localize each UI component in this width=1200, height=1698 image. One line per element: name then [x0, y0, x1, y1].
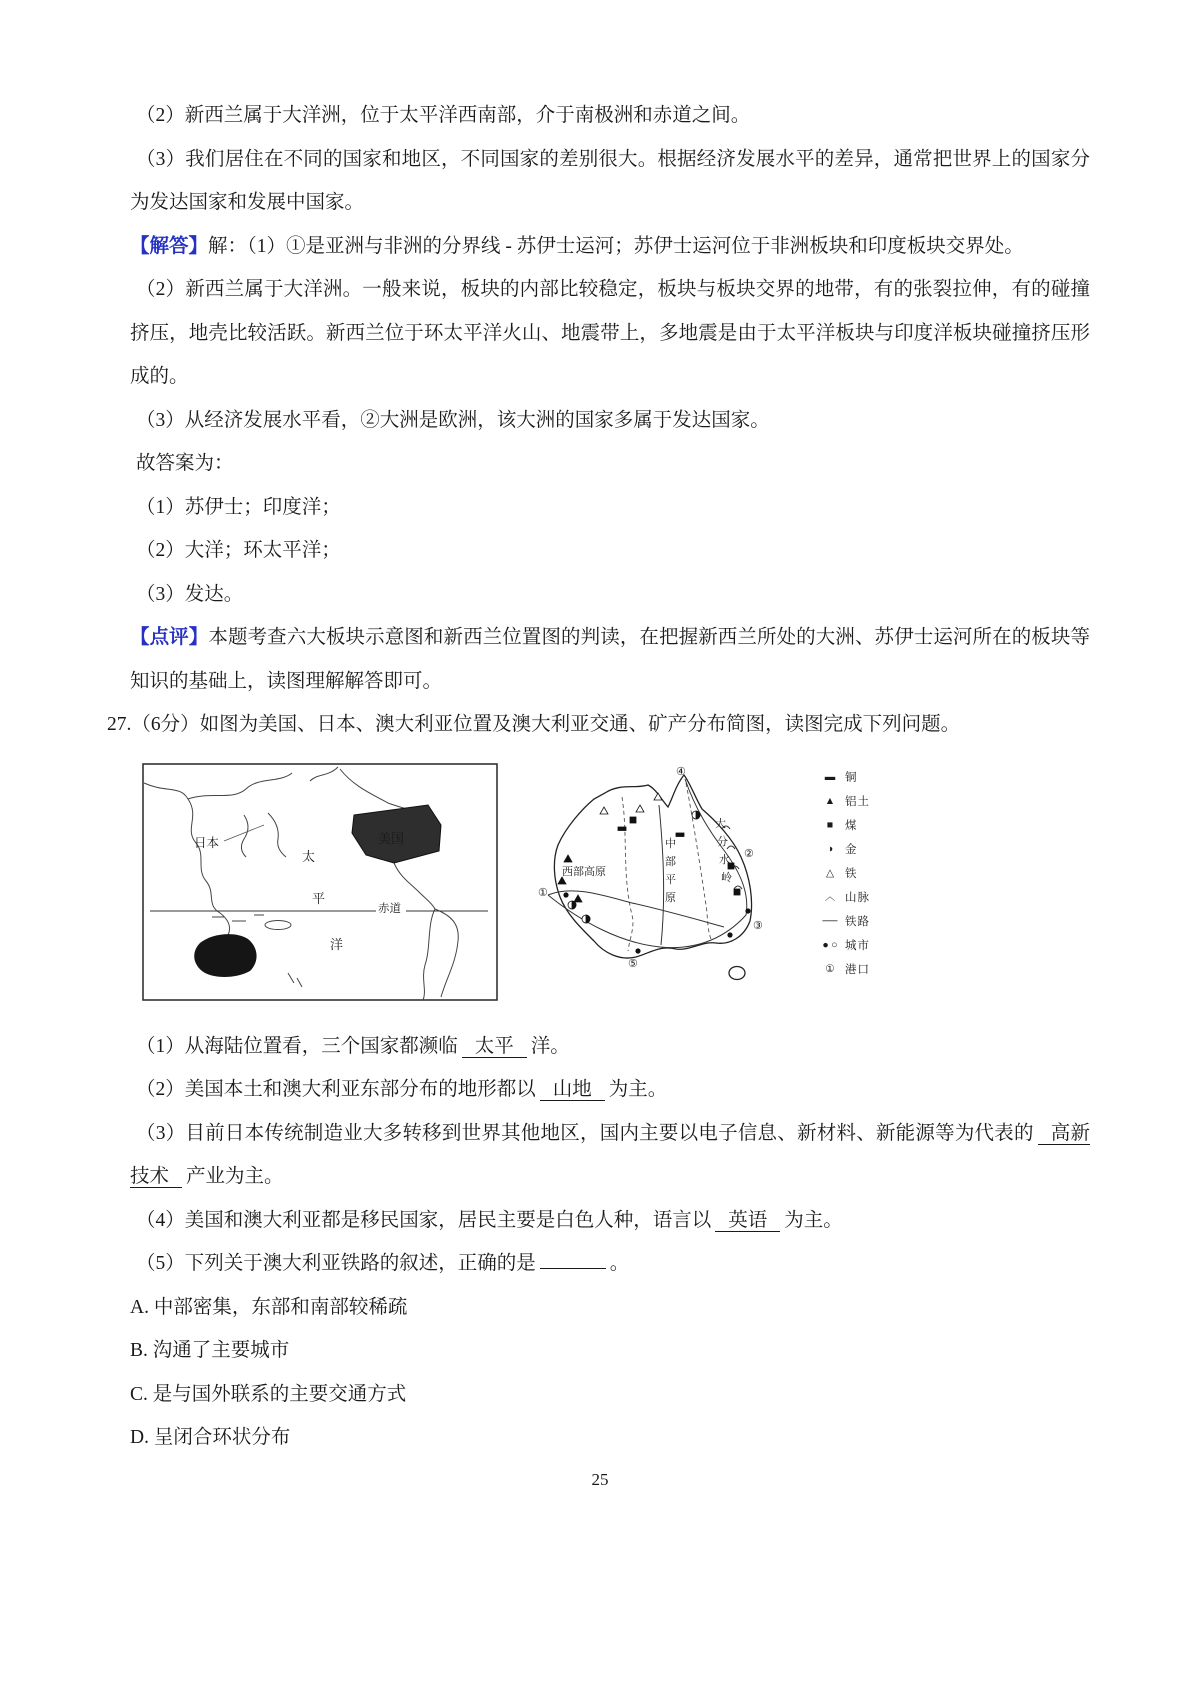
q27-5-answer-blank [540, 1248, 606, 1269]
question-27-figure [142, 763, 1090, 1015]
q27-option-b: B. 沟通了主要城市 [130, 1340, 290, 1361]
label-central-plain-2: 部 [665, 855, 676, 868]
port-number-4: ④ [676, 765, 686, 778]
q27-2-text: （2）美国本土和澳大利亚东部分布的地形都以 [136, 1079, 536, 1100]
final-answer-header: 故答案为： [136, 453, 234, 474]
jieda-point-2: （2）新西兰属于大洋洲。一般来说，板块的内部比较稳定，板块与板块交界的地带，有的张裂拉伸，有的碰撞挤压，地壳比较活跃。新西兰位于环太平洋火山、地震带上，多地震是由于太平洋板块与印度洋板块碰撞挤压形成的。 [130, 279, 1090, 387]
legend-item-coal [822, 817, 888, 837]
q27-5-text: （5）下列关于澳大利亚铁路的叙述，正确的是 [136, 1253, 536, 1274]
port-number-3: ③ [753, 919, 763, 932]
legend-label-mountain: 山脉 [845, 891, 870, 904]
q27-sub-2 [130, 1068, 1090, 1112]
dianping-paragraph [130, 616, 1090, 703]
label-central-plain-3: 平 [665, 873, 676, 886]
dianping-label: 【点评】 [130, 627, 209, 648]
q27-sub-3 [130, 1112, 1090, 1199]
label-great-dividing-1: 大 [715, 817, 726, 830]
jieda-intro-text: 解：（1）①是亚洲与非洲的分界线 - 苏伊士运河；苏伊士运河位于非洲板块和印度板块交界处。 [208, 235, 1024, 257]
q27-3-text: （3）目前日本传统制造业大多转移到世界其他地区，国内主要以电子信息、新材料、新能源等为代表的 [136, 1122, 1034, 1144]
q27-option-c: C. 是与国外联系的主要交通方式 [130, 1383, 407, 1405]
copper-marker-2 [676, 833, 684, 837]
final-answer-1: （1）苏伊士；印度洋； [136, 496, 341, 518]
jieda-label: 【解答】 [130, 235, 209, 257]
q27-3-answer-blank: 高新技术 [130, 1122, 1090, 1187]
copper-marker-1 [618, 827, 626, 831]
label-central-plain-1: 中 [665, 837, 676, 850]
label-japan: 日本 [194, 835, 220, 850]
world-location-map [142, 763, 498, 1001]
legend-item-mountain [822, 889, 888, 909]
legend-label-coal: 煤 [845, 819, 858, 832]
jieda-paragraph [130, 225, 1090, 269]
legend-label-bauxite: 铝土 [845, 795, 870, 808]
label-great-dividing-3: 水 [719, 853, 730, 866]
label-usa: 美国 [378, 830, 405, 846]
copper-icon: ▬ [824, 772, 836, 784]
map-legend [822, 763, 888, 981]
q27-sub-1 [130, 1025, 1090, 1069]
legend-label-copper: 铜 [845, 771, 858, 784]
region-labels [562, 816, 732, 904]
bauxite-icon: ▲ [824, 796, 836, 808]
legend-label-gold: 金 [845, 843, 858, 856]
q27-5-suffix: 。 [609, 1253, 630, 1274]
coal-marker-2 [734, 889, 740, 895]
legend-item-iron [822, 865, 888, 885]
final-answer-3: （3）发达。 [136, 583, 244, 605]
q27-2-answer-blank: 山地 [540, 1079, 605, 1101]
mountain-icon: ︿ [824, 892, 836, 904]
answer-line-3: （3）我们居住在不同的国家和地区，不同国家的差别很大。根据经济发展水平的差异，通常把世界上的国家分为发达国家和发展中国家。 [130, 148, 1090, 213]
australia-shape-small [194, 934, 256, 977]
label-central-plain-4: 原 [665, 891, 676, 904]
label-pacific-2: 平 [312, 890, 326, 906]
jieda-point-3: （3）从经济发展水平看，②大洲是欧洲，该大洲的国家多属于发达国家。 [136, 409, 770, 431]
legend-label-city: 城市 [845, 939, 870, 952]
usa-shape [352, 805, 441, 863]
port-number-5: ⑤ [628, 957, 638, 970]
australia-resource-map [510, 763, 810, 1008]
railway-lines [548, 779, 747, 948]
legend-label-port: 港口 [845, 963, 870, 976]
q27-sub-5 [130, 1242, 1090, 1286]
q27-option-a: A. 中部密集，东部和南部较稀疏 [130, 1296, 408, 1318]
q27-4-answer-blank: 英语 [715, 1210, 780, 1232]
railway-icon: ── [822, 916, 838, 928]
city-icon: ● ○ [822, 940, 838, 952]
legend-item-city [822, 937, 888, 957]
gold-icon: ◑ [826, 844, 834, 856]
port-number-1: ① [538, 886, 548, 899]
city-markers [564, 892, 750, 952]
page-number: 25 [591, 1470, 609, 1489]
q27-sub-4 [130, 1199, 1090, 1243]
port-number-2: ② [744, 847, 754, 860]
answer-line-2: （2）新西兰属于大洋洲，位于太平洋西南部，介于南极洲和赤道之间。 [136, 105, 751, 126]
q27-1-suffix: 洋。 [530, 1035, 570, 1057]
legend-item-bauxite [822, 793, 888, 813]
iron-icon: △ [825, 868, 835, 880]
coal-icon: ■ [826, 820, 834, 832]
final-answer-2: （2）大洋；环太平洋； [136, 540, 341, 561]
legend-label-iron: 铁 [845, 867, 858, 880]
bauxite-markers [600, 793, 662, 814]
legend-item-railway [822, 913, 888, 933]
q27-3-suffix: 产业为主。 [186, 1166, 284, 1187]
legend-item-port [822, 961, 888, 981]
label-equator: 赤道 [378, 902, 401, 915]
port-icon: ① [825, 964, 835, 976]
dianping-text: 本题考查六大板块示意图和新西兰位置图的判读，在把握新西兰所处的大洲、苏伊士运河所在的板块等知识的基础上，读图理解解答即可。 [130, 627, 1090, 692]
q27-option-d: D. 呈闭合环状分布 [130, 1427, 291, 1448]
label-west-plateau: 西部高原 [562, 865, 606, 878]
label-pacific-1: 太 [302, 848, 316, 864]
label-great-dividing-4: 岭 [721, 871, 732, 884]
map-border [143, 764, 497, 1000]
label-great-dividing-2: 分 [717, 835, 728, 848]
question-27-stem: 27.（6分）如图为美国、日本、澳大利亚位置及澳大利亚交通、矿产分布简图，读图完成下列问题。 [107, 714, 961, 735]
q27-4-text: （4）美国和澳大利亚都是移民国家，居民主要是白色人种，语言以 [136, 1209, 712, 1231]
q27-1-answer-blank: 太平 [462, 1036, 527, 1058]
legend-item-copper [822, 769, 888, 789]
iron-markers [558, 855, 582, 902]
q27-4-suffix: 为主。 [784, 1209, 843, 1231]
coal-marker-3 [630, 817, 636, 823]
legend-item-gold [822, 841, 888, 861]
q27-1-text: （1）从海陆位置看，三个国家都濒临 [136, 1035, 458, 1057]
legend-label-railway: 铁路 [845, 915, 870, 928]
label-pacific-3: 洋 [330, 936, 344, 952]
q27-2-suffix: 为主。 [608, 1079, 668, 1100]
